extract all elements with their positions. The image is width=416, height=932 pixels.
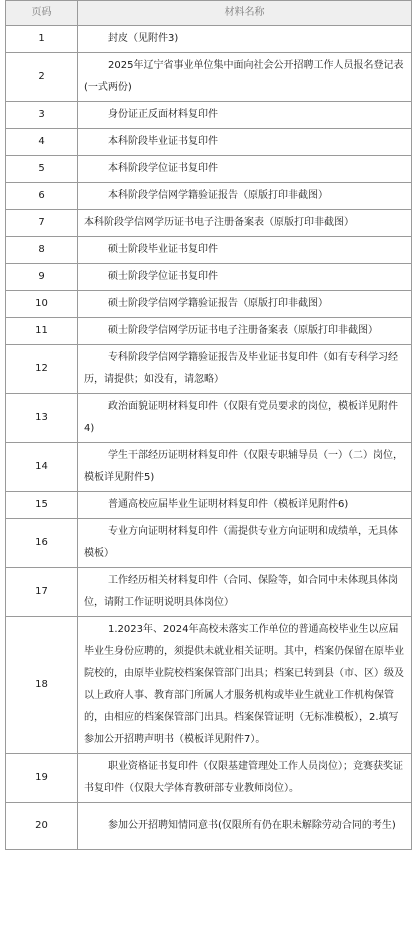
material-text: 职业资格证书复印件（仅限基建管理处工作人员岗位）；竞赛获奖证书复印件（仅限大学体育教研部专业教师岗位）。 [84, 761, 403, 794]
material-text: 政治面貌证明材料复印件（仅限有党员要求的岗位，模板详见附件4) [84, 401, 398, 434]
material-text: 本科阶段学信网学籍验证报告（原版打印非截图） [108, 190, 328, 201]
materials-table [5, 0, 412, 850]
table-row [6, 568, 412, 617]
row-page-number: 13 [6, 394, 78, 443]
header-page-number: 页码 [6, 1, 78, 26]
material-text: 本科阶段学信网学历证书电子注册备案表（原版打印非截图） [84, 217, 354, 228]
material-text: 普通高校应届毕业生证明材料复印件（模板详见附件6) [108, 499, 349, 510]
table-header-row [6, 1, 412, 26]
row-page-number: 7 [6, 210, 78, 237]
table-row [6, 803, 412, 850]
table-row [6, 26, 412, 53]
row-page-number: 10 [6, 291, 78, 318]
row-material-name [78, 264, 412, 291]
table-row [6, 617, 412, 754]
table-row [6, 183, 412, 210]
material-text: 工作经历相关材料复印件（合同、保险等，如合同中未体现具体岗位，请附工作证明说明具体岗位） [84, 575, 398, 608]
row-material-name [78, 803, 412, 850]
row-material-name [78, 443, 412, 492]
material-text: 2025年辽宁省事业单位集中面向社会公开招聘工作人员报名登记表(一式两份) [84, 60, 404, 93]
row-page-number: 16 [6, 519, 78, 568]
row-page-number: 5 [6, 156, 78, 183]
row-page-number: 12 [6, 345, 78, 394]
table-row [6, 210, 412, 237]
table-row [6, 492, 412, 519]
material-text: 1.2023年、2024年高校未落实工作单位的普通高校毕业生以应届毕业生身份应聘的，须提供未就业相关证明。其中，档案仍保留在原毕业院校的，由原毕业院校档案保管部门出具；档案已转到县（市、区）级及以上政府人事、教育部门所属人才服务机构或毕业生就业工作机构保管的，由相应的档案保管部门出具。档案保管证明（无标准模板），2.填写参加公开招聘声明书（模板详见附件7）。 [84, 624, 404, 745]
material-text: 专业方向证明材料复印件（需提供专业方向证明和成绩单，无具体模板） [84, 526, 398, 559]
row-material-name [78, 26, 412, 53]
row-material-name [78, 210, 412, 237]
row-material-name [78, 53, 412, 102]
table-row [6, 129, 412, 156]
table-row [6, 53, 412, 102]
row-page-number: 11 [6, 318, 78, 345]
table-row [6, 443, 412, 492]
row-page-number: 8 [6, 237, 78, 264]
row-material-name [78, 394, 412, 443]
row-material-name [78, 519, 412, 568]
row-material-name [78, 183, 412, 210]
table-body [6, 26, 412, 850]
header-material-name: 材料名称 [78, 1, 412, 26]
material-text: 身份证正反面材料复印件 [108, 109, 218, 120]
row-page-number: 15 [6, 492, 78, 519]
row-material-name [78, 754, 412, 803]
table-row [6, 102, 412, 129]
row-material-name [78, 129, 412, 156]
table-row [6, 156, 412, 183]
material-text: 硕士阶段学信网学历证书电子注册备案表（原版打印非截图） [108, 325, 378, 336]
material-text: 专科阶段学信网学籍验证报告及毕业证书复印件（如有专科学习经历，请提供；如没有，请忽略） [84, 352, 398, 385]
row-material-name [78, 237, 412, 264]
row-material-name [78, 345, 412, 394]
table-row [6, 754, 412, 803]
row-page-number: 1 [6, 26, 78, 53]
row-material-name [78, 492, 412, 519]
row-material-name [78, 102, 412, 129]
material-text: 封皮（见附件3) [108, 33, 179, 44]
row-material-name [78, 617, 412, 754]
material-text: 本科阶段毕业证书复印件 [108, 136, 218, 147]
material-text: 硕士阶段学位证书复印件 [108, 271, 218, 282]
material-text: 学生干部经历证明材料复印件（仅限专职辅导员（一）（二）岗位，模板详见附件5) [84, 450, 403, 483]
table-row [6, 237, 412, 264]
row-page-number: 4 [6, 129, 78, 156]
row-page-number: 14 [6, 443, 78, 492]
material-text: 硕士阶段毕业证书复印件 [108, 244, 218, 255]
material-text: 本科阶段学位证书复印件 [108, 163, 218, 174]
row-material-name [78, 156, 412, 183]
table-row [6, 264, 412, 291]
row-page-number: 20 [6, 803, 78, 850]
row-page-number: 19 [6, 754, 78, 803]
row-page-number: 18 [6, 617, 78, 754]
row-page-number: 3 [6, 102, 78, 129]
row-page-number: 17 [6, 568, 78, 617]
row-material-name [78, 568, 412, 617]
table-row [6, 291, 412, 318]
table-row [6, 519, 412, 568]
row-page-number: 9 [6, 264, 78, 291]
table-row [6, 318, 412, 345]
material-text: 硕士阶段学信网学籍验证报告（原版打印非截图） [108, 298, 328, 309]
row-material-name [78, 318, 412, 345]
row-material-name [78, 291, 412, 318]
table-row [6, 345, 412, 394]
row-page-number: 2 [6, 53, 78, 102]
table-row [6, 394, 412, 443]
material-text: 参加公开招聘知情同意书(仅限所有仍在职未解除劳动合同的考生) [108, 820, 396, 831]
row-page-number: 6 [6, 183, 78, 210]
